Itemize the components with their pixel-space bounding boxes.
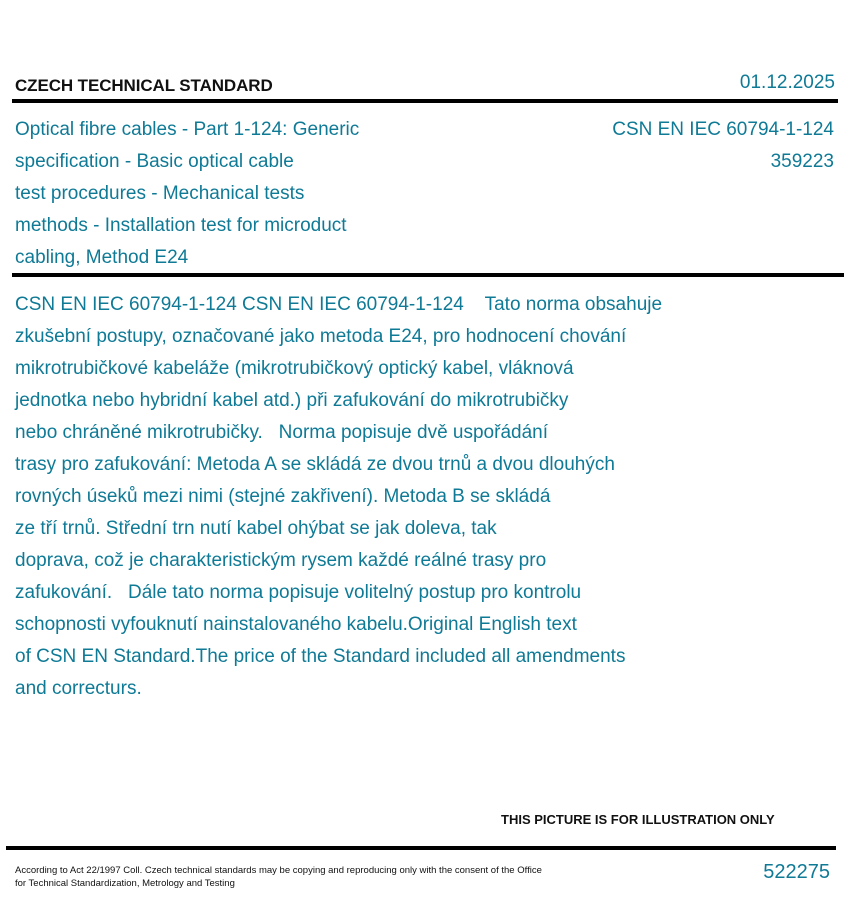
middle-divider [12,273,844,277]
footer-legal-line: for Technical Standardization, Metrology and Testing [15,878,235,889]
catalog-number: 359223 [770,151,834,172]
description-line: mikrotrubičkové kabeláže (mikrotrubičkový optický kabel, vláknová [15,358,574,379]
header-date: 01.12.2025 [739,72,835,93]
title-line: Optical fibre cables - Part 1-124: Generic [15,119,360,140]
footer-legal-note [15,864,605,890]
title-line: cabling, Method E24 [15,247,189,268]
description-line: zkušební postupy, označované jako metoda E24, pro hodnocení chování [15,326,627,347]
footer-number: 522275 [763,861,830,883]
description-line: doprava, což je charakteristickým rysem každé reálné trasy pro [15,550,547,571]
footer-legal-line: According to Act 22/1997 Coll. Czech technical standards may be copying and reproducing only with the consent of the Office [15,865,542,876]
header-title: CZECH TECHNICAL STANDARD [15,76,273,95]
description-line: ze tří trnů. Střední trn nutí kabel ohýbat se jak doleva, tak [15,518,497,539]
document-title [15,114,435,274]
description-line: schopnosti vyfouknutí nainstalovaného kabelu.Original English text [15,614,577,635]
top-divider [12,99,838,103]
description-line: nebo chráněné mikrotrubičky. Norma popisuje dvě uspořádání [15,422,548,443]
title-line: specification - Basic optical cable [15,151,294,172]
description [15,289,775,705]
title-line: methods - Installation test for microduct [15,215,347,236]
illustration-note: THIS PICTURE IS FOR ILLUSTRATION ONLY [501,812,775,827]
description-line: trasy pro zafukování: Metoda A se skládá ze dvou trnů a dvou dlouhých [15,454,615,475]
description-line: jednotka nebo hybridní kabel atd.) při zafukování do mikrotrubičky [15,390,569,411]
standard-code: CSN EN IEC 60794-1-124 [612,119,834,140]
description-line: zafukování. Dále tato norma popisuje volitelný postup pro kontrolu [15,582,582,603]
bottom-divider [6,846,836,850]
description-line: rovných úseků mezi nimi (stejné zakřivení). Metoda B se skládá [15,486,551,507]
title-line: test procedures - Mechanical tests [15,183,305,204]
standard-codes [612,114,834,178]
description-line: CSN EN IEC 60794-1-124 CSN EN IEC 60794-1-124 Tato norma obsahuje [15,294,663,315]
description-line: and correcturs. [15,678,142,699]
description-line: of CSN EN Standard.The price of the Standard included all amendments [15,646,626,667]
